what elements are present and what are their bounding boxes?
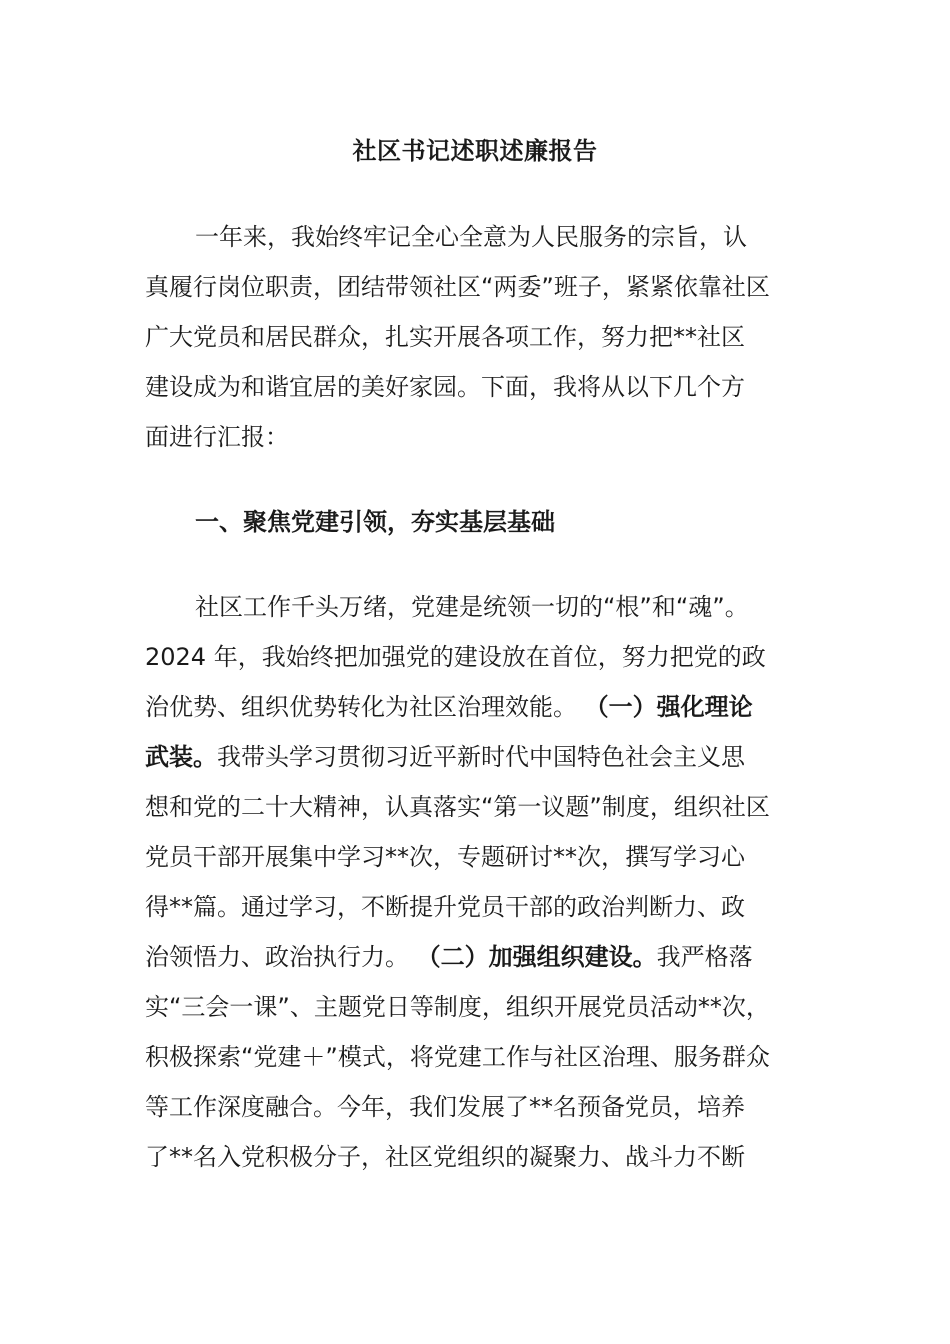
- paragraph-line: 了**名入党积极分子，社区党组织的凝聚力、战斗力不断: [145, 1143, 745, 1171]
- intro-line: 面进行汇报：: [145, 423, 289, 451]
- intro-line: 建设成为和谐宜居的美好家园。下面，我将从以下几个方: [145, 373, 745, 401]
- line-text: 我严格落: [656, 943, 753, 971]
- intro-line: 真履行岗位职责，团结带领社区“两委”班子，紧紧依靠社区: [145, 273, 770, 301]
- paragraph-line: 积极探索“党建＋”模式，将党建工作与社区治理、服务群众: [145, 1043, 770, 1071]
- paragraph-line: 实“三会一课”、主题党日等制度，组织开展党员活动**次，: [145, 993, 770, 1021]
- section1-paragraph: [145, 582, 803, 1182]
- line-text: 治优势、组织优势转化为社区治理效能。: [145, 693, 577, 721]
- paragraph-line: 等工作深度融合。今年，我们发展了**名预备党员，培养: [145, 1093, 745, 1121]
- line-text: 治领悟力、政治执行力。: [145, 943, 409, 971]
- paragraph-line: [145, 732, 803, 782]
- paragraph-line: [145, 932, 803, 982]
- document-title: 社区书记述职述廉报告: [352, 137, 598, 165]
- paragraph-line: [145, 682, 803, 732]
- paragraph-line: 党员干部开展集中学习**次，专题研讨**次，撰写学习心: [145, 843, 745, 871]
- paragraph-line: 社区工作千头万绪，党建是统领一切的“根”和“魂”。: [195, 593, 749, 621]
- line-text: 我带头学习贯彻习近平新时代中国特色社会主义思: [217, 743, 745, 771]
- subheading-strengthen-theory-end: 武装。: [145, 743, 217, 771]
- intro-paragraph: [145, 212, 803, 462]
- paragraph-line: 想和党的二十大精神，认真落实“第一议题”制度，组织社区: [145, 793, 770, 821]
- subheading-strengthen-theory: （一）强化理论: [584, 693, 753, 721]
- paragraph-line: 2024 年，我始终把加强党的建设放在首位，努力把党的政: [145, 643, 766, 671]
- intro-line: 广大党员和居民群众，扎实开展各项工作，努力把**社区: [145, 323, 745, 351]
- subheading-organization: （二）加强组织建设。: [416, 943, 657, 971]
- section-heading: 一、聚焦党建引领，夯实基层基础: [195, 508, 555, 536]
- paragraph-line: 得**篇。通过学习，不断提升党员干部的政治判断力、政: [145, 893, 745, 921]
- intro-line: 一年来，我始终牢记全心全意为人民服务的宗旨，认: [195, 223, 747, 251]
